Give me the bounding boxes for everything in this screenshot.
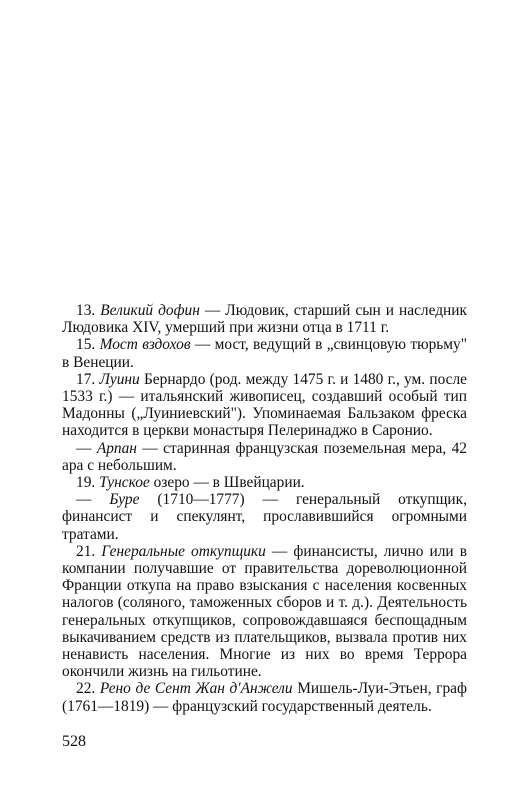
note-term: Арпан xyxy=(96,439,137,457)
note-15 xyxy=(62,336,467,370)
note-text: — старинная французская поземельная мера, 42 ара с небольшим. xyxy=(62,439,467,474)
page-number: 528 xyxy=(62,733,86,750)
note-19 xyxy=(62,474,467,491)
note-number: 13. xyxy=(76,302,96,319)
note-term: Мост вздохов xyxy=(99,336,191,354)
note-text: — мост, ведущий в „свинцовую тюрьму" в Венеции. xyxy=(62,336,467,371)
note-number: 17. xyxy=(76,370,96,388)
note-term: Великий дофин xyxy=(100,302,200,319)
note-text: — финансисты, лично или в компании получавшие от правительства дореволюционной Франции откупа на право взыскания с населения косвенных налогов (соляного, таможенных сборов и т. д.). Деятельность генеральных откупщиков, сопровождавшаяся беспощадным выкачиванием средств из плательщиков, вызвала против них ненависть населения. Многие из них во время Террора окончили жизнь на гильотине. xyxy=(62,542,467,681)
note-term: Буре xyxy=(109,491,140,509)
note-13 xyxy=(62,302,467,336)
note-number: 21. xyxy=(76,542,96,560)
notes-section xyxy=(62,302,467,715)
note-text: (1710—1777) — генеральный откупщик, финансист и спекулянт, прославившийся огромными тратами. xyxy=(62,491,467,543)
note-number: 19. xyxy=(76,474,96,492)
note-number: — xyxy=(76,491,92,509)
note-term: Луини xyxy=(99,370,140,388)
note-arpan xyxy=(62,440,467,474)
note-number: — xyxy=(76,439,92,457)
note-text: озеро — в Швейцарии. xyxy=(149,474,305,492)
note-term: Рено де Сент Жан д'Анжели xyxy=(99,680,293,698)
note-text: — Людовик, старший сын и наследник Людовика XIV, умерший при жизни отца в 1711 г. xyxy=(62,302,467,337)
note-text: Бернардо (род. между 1475 г. и 1480 г., ум. после 1533 г.) — итальянский живописец, создавший особый тип Мадонны („Луиниевский"). Упоминаемая Бальзаком фреска находится в церкви монастыря Пелеринаджо в Саронио. xyxy=(62,370,467,440)
note-term: Тунское xyxy=(99,474,150,492)
note-text: Мишель-Луи-Этьен, граф (1761—1819) — французский государственный деятель. xyxy=(62,680,467,715)
note-number: 22. xyxy=(76,680,96,698)
note-17 xyxy=(62,371,467,440)
note-term: Генеральные откупщики xyxy=(101,542,266,560)
note-bure xyxy=(62,491,467,543)
note-22 xyxy=(62,680,467,714)
note-number: 15. xyxy=(76,336,96,354)
note-21 xyxy=(62,543,467,681)
